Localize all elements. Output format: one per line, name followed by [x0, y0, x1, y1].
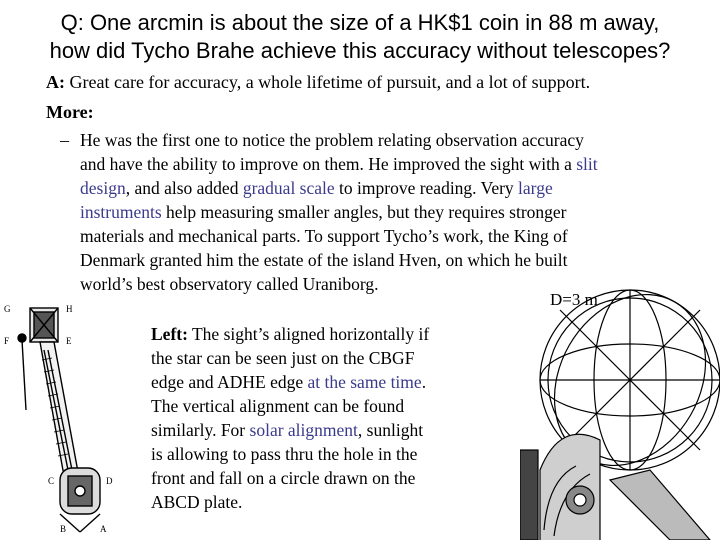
bullet-text: help measuring smaller angles, but they requires stronger	[161, 202, 567, 222]
caption-line-7: front and fall on a circle drawn on the	[151, 468, 416, 488]
more-label: More:	[46, 102, 94, 122]
bullet-line-7: world’s best observatory called Uraniborg.	[80, 274, 379, 294]
highlight-gradual-scale: gradual scale	[242, 178, 335, 198]
answer-line	[46, 70, 590, 94]
caption-line-3	[151, 370, 426, 394]
caption-line-8: ABCD plate.	[151, 492, 243, 512]
letter-g: G	[4, 304, 11, 314]
highlight-instruments: instruments	[80, 202, 162, 222]
bullet-line-6: Denmark granted him the estate of the island Hven, on which he built	[80, 250, 568, 270]
letter-c: C	[48, 476, 55, 486]
highlight-large: large	[518, 178, 553, 198]
highlight-slit: slit	[576, 154, 598, 174]
highlight-solar-alignment: solar alignment	[249, 420, 358, 440]
caption-text: The sight’s aligned horizontally if	[187, 324, 430, 344]
letter-d: D	[106, 476, 113, 486]
caption-line-2: the star can be seen just on the CBGF	[151, 348, 415, 368]
answer-label: A:	[46, 72, 65, 92]
caption-line-6: is allowing to pass thru the hole in the	[151, 444, 418, 464]
diameter-label: D=3 m	[550, 290, 598, 309]
letter-a: A	[100, 524, 107, 534]
bullet-line-1: He was the first one to notice the problem relating observation accuracy	[80, 130, 584, 150]
title-line-1: Q: One arcmin is about the size of a HK$1 coin in 88 m away,	[60, 10, 660, 35]
slide-title	[0, 9, 720, 65]
caption-text: .	[421, 372, 427, 392]
title-line-2: how did Tycho Brahe achieve this accuracy without telescopes?	[49, 38, 671, 63]
bullet-text: to improve reading. Very	[334, 178, 519, 198]
bullet-line-4	[80, 200, 567, 224]
bullet-text: , and also added	[125, 178, 243, 198]
sight-instrument-illustration	[0, 300, 140, 540]
highlight-design: design	[80, 178, 126, 198]
highlight-same-time: at the same time	[307, 372, 422, 392]
caption-line-5	[151, 418, 423, 442]
letter-f: F	[4, 336, 10, 346]
letter-h: H	[66, 304, 73, 314]
answer-text: Great care for accuracy, a whole lifetime of pursuit, and a lot of support.	[65, 72, 591, 92]
caption-text: , sunlight	[357, 420, 424, 440]
bullet-line-5: materials and mechanical parts. To support Tycho’s work, the King of	[80, 226, 568, 246]
caption-label: Left:	[151, 324, 188, 344]
caption-line-1	[151, 322, 429, 346]
letter-e: E	[66, 336, 72, 346]
caption-text: similarly. For	[151, 420, 250, 440]
bullet-dash: –	[60, 130, 69, 150]
bullet-line-2	[80, 152, 598, 176]
bullet-line-3	[80, 176, 553, 200]
caption-line-4: The vertical alignment can be found	[151, 396, 405, 416]
bullet-text: and have the ability to improve on them. He improved the sight with a	[80, 154, 577, 174]
caption-text: edge and ADHE edge	[151, 372, 308, 392]
letter-b: B	[60, 524, 67, 534]
